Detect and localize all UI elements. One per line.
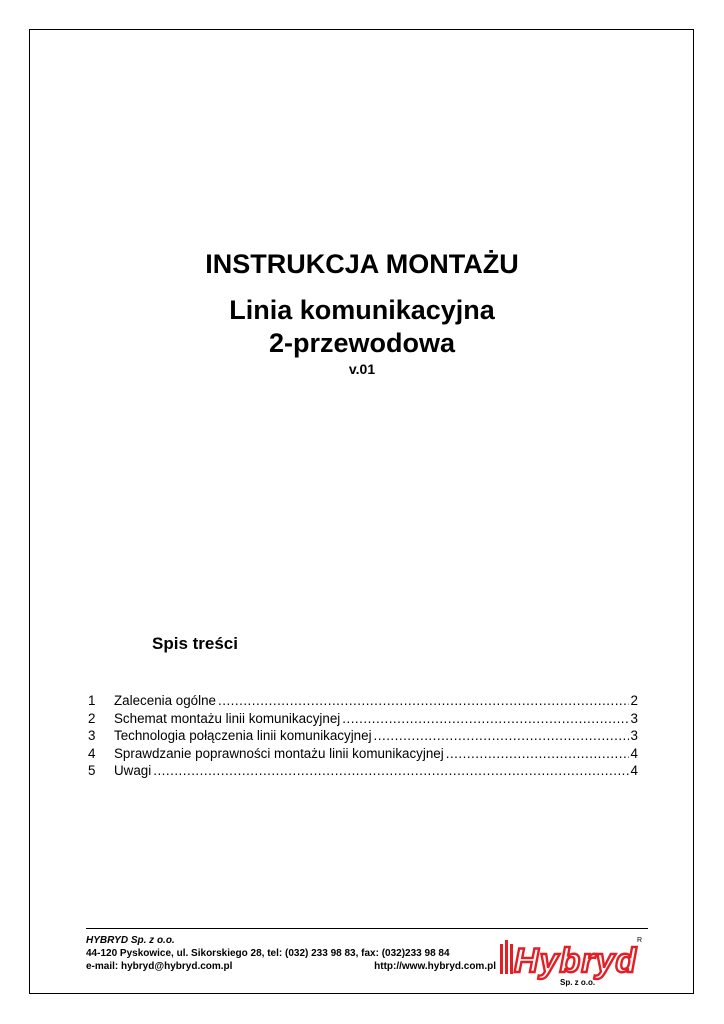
toc-entry-title: Zalecenia ogólne (114, 693, 216, 708)
toc-entry-number: 3 (88, 728, 96, 743)
toc-entry-page: 4 (630, 745, 638, 761)
toc-entry[interactable] (88, 710, 638, 728)
logo-wordmark: Hybryd (514, 942, 638, 980)
document-subtitle-line2: 2-przewodowa (268, 328, 456, 358)
toc-entry[interactable] (88, 745, 638, 763)
logo-registered-mark: R (637, 937, 643, 944)
footer-website-link[interactable]: http://www.hybryd.com.pl (374, 961, 496, 972)
toc-entry-number: 4 (88, 745, 96, 761)
toc-entry-title: Technologia połączenia linii komunikacyjnej (114, 728, 372, 743)
document-subtitle-line1: Linia komunikacyjna (229, 295, 495, 325)
toc-heading: Spis treści (152, 634, 238, 653)
toc-entry[interactable] (88, 727, 638, 745)
document-title: INSTRUKCJA MONTAŻU (205, 249, 519, 279)
toc-entry-page: 3 (630, 710, 638, 726)
toc-entry-page: 2 (630, 693, 638, 708)
toc-leader-dots (218, 692, 629, 710)
table-of-contents (88, 692, 638, 780)
toc-leader-dots (374, 727, 629, 745)
logo-stripes-icon (500, 940, 513, 974)
footer (86, 934, 496, 973)
document-version: v.01 (348, 361, 376, 377)
footer-contact (86, 960, 496, 973)
footer-company-name: HYBRYD Sp. z o.o. (86, 935, 175, 946)
toc-entry[interactable] (88, 692, 638, 710)
toc-entry-title: Uwagi (114, 763, 152, 778)
toc-entry[interactable] (88, 762, 638, 780)
toc-entry-number: 2 (88, 710, 96, 726)
footer-divider (86, 928, 648, 929)
title-block (0, 246, 724, 378)
toc-entry-title: Sprawdzanie poprawności montażu linii komunikacyjnej (114, 745, 444, 761)
footer-address: 44-120 Pyskowice, ul. Sikorskiego 28, tel: (032) 233 98 83, fax: (032)233 98 84 (86, 948, 450, 959)
footer-email[interactable]: e-mail: hybryd@hybryd.com.pl (86, 961, 233, 972)
toc-entry-title: Schemat montażu linii komunikacyjnej (114, 710, 341, 726)
toc-entry-number: 5 (88, 763, 96, 778)
page-frame (29, 29, 694, 994)
toc-leader-dots (153, 762, 628, 780)
toc-leader-dots (342, 710, 628, 728)
hybryd-logo (498, 934, 644, 988)
toc-entry-number: 1 (88, 693, 96, 708)
toc-entry-page: 4 (630, 763, 638, 778)
toc-entry-page: 3 (630, 728, 638, 743)
toc-leader-dots (446, 745, 629, 763)
logo-subtitle: Sp. z o.o. (560, 978, 596, 987)
